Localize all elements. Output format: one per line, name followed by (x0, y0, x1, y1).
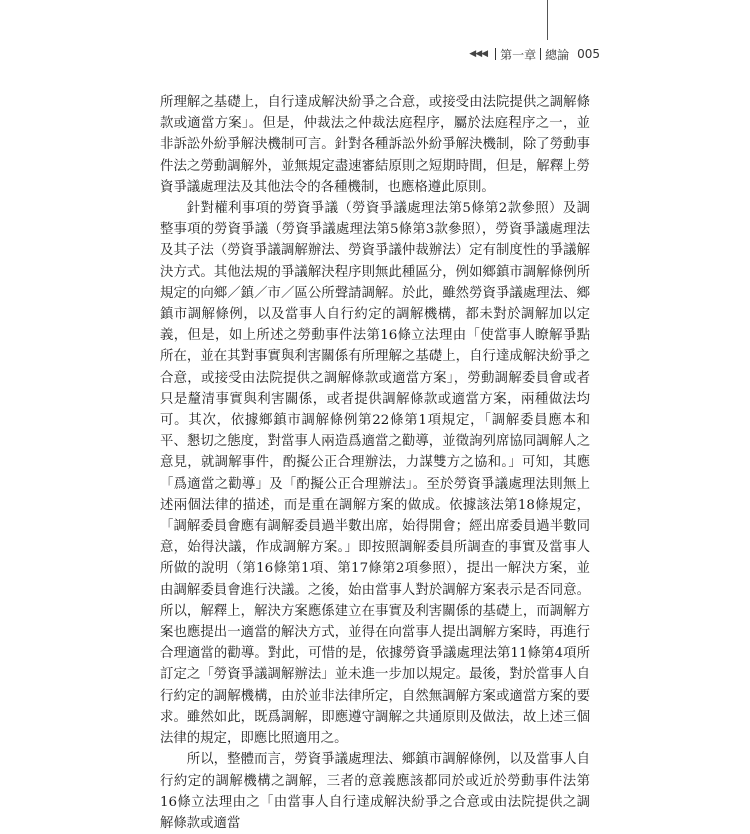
paragraph: 針對權利事項的勞資爭議（勞資爭議處理法第5條第2款參照）及調整事項的勞資爭議（勞資爭議處理法第5條第3款參照），勞資爭議處理法及其子法（勞資爭議調解辦法、勞資爭議仲裁辦法）定有制度性的爭議解決方式。其他法規的爭議解決程序則無此種區分，例如鄉鎮市調解條例所規定的向鄉／鎮／市／區公所聲請調解。於此，雖然勞資爭議處理法、鄉鎮市調解條例，以及當事人自行約定的調解機構，都未對於調解加以定義，但是，如上所述之勞動事件法第16條立法理由「使當事人瞭解爭點所在，並在其對事實與利害關係有所理解之基礎上，自行達成解決紛爭之合意，或接受由法院提供之調解條款或適當方案」，勞動調解委員會或者只是釐清事實與利害關係，或者提供調解條款或適當方案，兩種做法均可。其次，依據鄉鎮市調解條例第22條第1項規定，「調解委員應本和平、懇切之態度，對當事人兩造爲適當之勸導，並徵詢列席協同調解人之意見，就調解事件，酌擬公正合理辦法，力謀雙方之協和。」可知，其應「爲適當之勸導」及「酌擬公正合理辦法」。至於勞資爭議處理法則無上述兩個法律的描述，而是重在調解方案的做成。依據該法第18條規定，「調解委員會應有調解委員過半數出席，始得開會；經出席委員過半數同意，始得決議，作成調解方案。」即按照調解委員所調查的事實及當事人所做的說明（第16條第1項、第17條第2項參照），提出一解決方案，並由調解委員會進行決議。之後，始由當事人對於調解方案表示是否同意。所以，解釋上，解決方案應係建立在事實及利害關係的基礎上，而調解方案也應提出一適當的解決方式，並得在向當事人提出調解方案時，再進行合理適當的勸導。對此，可惜的是，依據勞資爭議處理法第11條第4項所訂定之「勞資爭議調解辦法」並未進一步加以規定。最後，對於當事人自行約定的調解機構，由於並非法律所定，自然無調解方案或適當方案的要求。雖然如此，既爲調解，即應遵守調解之共通原則及做法，故上述三個法律的規定，即應比照適用之。 (160, 201, 590, 747)
margin-rule (547, 0, 548, 40)
header-divider (495, 48, 496, 60)
body-text (160, 92, 590, 834)
running-header (469, 46, 600, 62)
page-number: 005 (577, 47, 600, 61)
header-section: 總論 (545, 47, 570, 62)
header-divider (540, 48, 541, 60)
paragraph: 所以，整體而言，勞資爭議處理法、鄉鎮市調解條例，以及當事人自行約定的調解機構之調解，三者的意義應該都同於或近於勞動事件法第16條立法理由之「由當事人自行達成解決紛爭之合意或由法院提供之調解條款或適當 (160, 752, 590, 831)
header-chapter: 第一章 (500, 47, 537, 62)
paragraph: 所理解之基礎上，自行達成解決紛爭之合意，或接受由法院提供之調解條款或適當方案」。但是，仲裁法之仲裁法庭程序，屬於法庭程序之一，並非訴訟外紛爭解決機制可言。針對各種訴訟外紛爭解決機制，除了勞動事件法之勞動調解外，並無規定盡速審結原則之短期時間，但是，解釋上勞資爭議處理法及其他法令的各種機制，也應格遵此原則。 (160, 95, 590, 195)
header-arrows-icon: ◀◀◀ (469, 49, 488, 59)
